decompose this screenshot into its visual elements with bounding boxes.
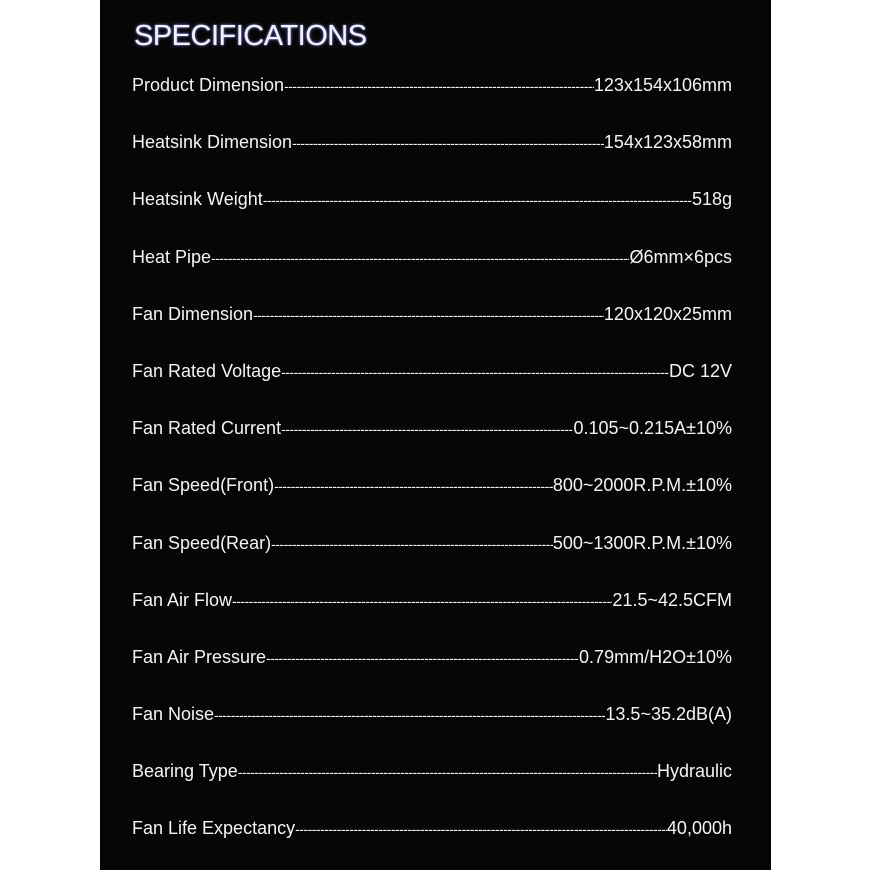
spec-panel bbox=[100, 0, 771, 870]
spec-value: DC 12V bbox=[668, 360, 732, 381]
spec-value: 500~1300R.P.M.±10% bbox=[552, 532, 732, 553]
dotted-leader bbox=[238, 752, 657, 792]
spec-row-fan-air-flow bbox=[132, 580, 732, 637]
dotted-leader bbox=[263, 180, 692, 220]
dotted-leader bbox=[232, 581, 612, 621]
spec-value: 0.105~0.215A±10% bbox=[573, 418, 732, 439]
spec-row-product-dimension bbox=[132, 65, 732, 122]
spec-row-fan-speed-front bbox=[132, 465, 732, 522]
spec-value: Ø6mm×6pcs bbox=[629, 246, 732, 267]
spec-value: 0.79mm/H2O±10% bbox=[579, 646, 732, 667]
spec-row-heat-pipe bbox=[132, 237, 732, 294]
spec-row-fan-speed-rear bbox=[132, 523, 732, 580]
spec-value: Hydraulic bbox=[656, 761, 732, 782]
dotted-leader bbox=[292, 123, 604, 163]
spec-value: 40,000h bbox=[666, 818, 732, 839]
spec-row-fan-life-expectancy bbox=[132, 808, 732, 865]
spec-row-heatsink-weight bbox=[132, 179, 732, 236]
spec-value: 120x120x25mm bbox=[603, 303, 732, 324]
spec-row-fan-noise bbox=[132, 694, 732, 751]
spec-label: Fan Dimension bbox=[132, 303, 254, 324]
spec-label: Heatsink Dimension bbox=[132, 132, 293, 153]
spec-label: Fan Speed(Front) bbox=[132, 475, 275, 496]
dotted-leader bbox=[271, 524, 553, 564]
dotted-leader bbox=[281, 409, 573, 449]
spec-label: Product Dimension bbox=[132, 75, 285, 95]
spec-label: Fan Speed(Rear) bbox=[132, 532, 272, 553]
dotted-leader bbox=[284, 66, 594, 106]
spec-row-fan-dimension bbox=[132, 294, 732, 351]
spec-label: Heat Pipe bbox=[132, 246, 212, 267]
dotted-leader bbox=[266, 638, 579, 678]
spec-value: 800~2000R.P.M.±10% bbox=[552, 475, 732, 496]
spec-list bbox=[132, 65, 732, 866]
spec-value: 13.5~35.2dB(A) bbox=[605, 704, 732, 725]
spec-label: Fan Air Flow bbox=[132, 589, 233, 610]
page-title: SPECIFICATIONS bbox=[134, 20, 367, 52]
spec-label: Fan Rated Voltage bbox=[132, 360, 282, 381]
spec-label: Fan Noise bbox=[132, 704, 215, 725]
spec-value: 21.5~42.5CFM bbox=[612, 589, 732, 610]
spec-label: Fan Life Expectancy bbox=[132, 818, 296, 839]
spec-value: 518g bbox=[691, 189, 732, 210]
dotted-leader bbox=[274, 466, 553, 506]
spec-row-fan-rated-current bbox=[132, 408, 732, 465]
spec-label: Fan Rated Current bbox=[132, 418, 282, 439]
spec-row-heatsink-dimension bbox=[132, 122, 732, 179]
dotted-leader bbox=[253, 295, 604, 335]
dotted-leader bbox=[295, 809, 667, 849]
dotted-leader bbox=[281, 352, 669, 392]
dotted-leader bbox=[211, 238, 629, 278]
spec-value: 123x154x106mm bbox=[593, 75, 732, 95]
spec-label: Fan Air Pressure bbox=[132, 646, 267, 667]
spec-row-bearing-type bbox=[132, 751, 732, 808]
spec-value: 154x123x58mm bbox=[603, 132, 732, 153]
spec-row-fan-air-pressure bbox=[132, 637, 732, 694]
dotted-leader bbox=[214, 695, 605, 735]
spec-row-fan-rated-voltage bbox=[132, 351, 732, 408]
spec-label: Bearing Type bbox=[132, 761, 238, 782]
spec-label: Heatsink Weight bbox=[132, 189, 263, 210]
